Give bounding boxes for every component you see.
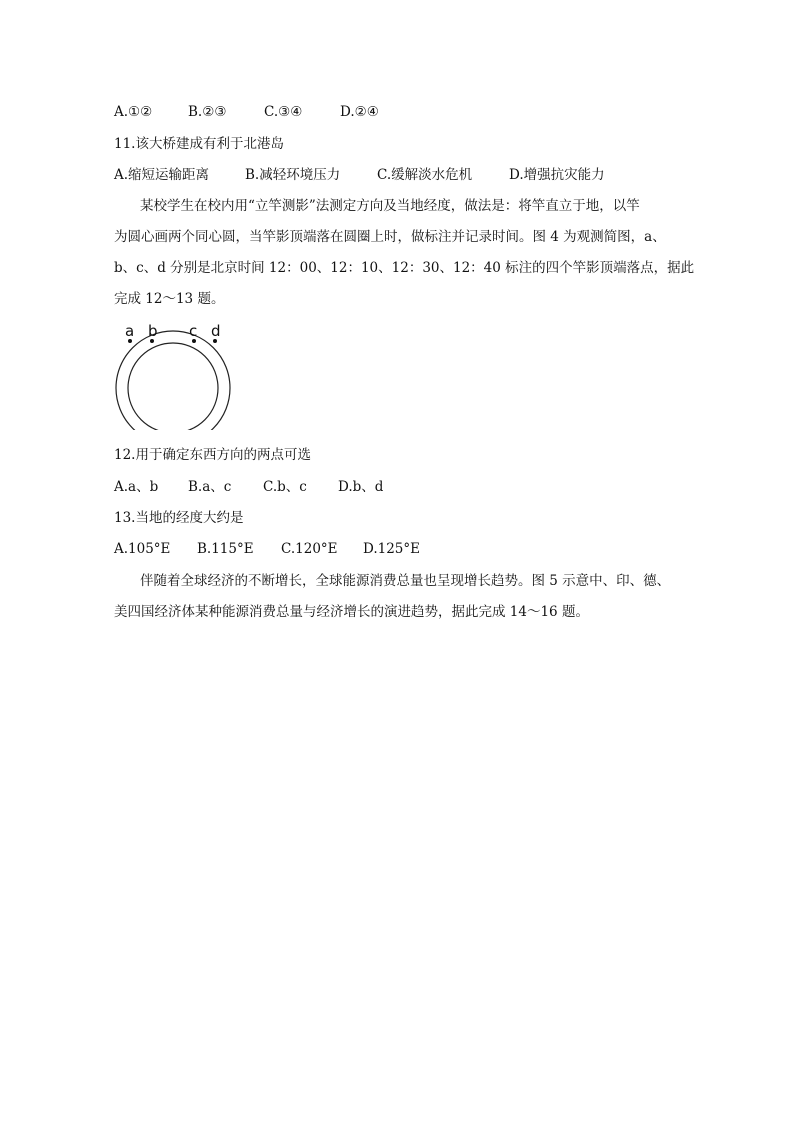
passage-1-line: 为圆心画两个同心圆，当竿影顶端落在圆圈上时，做标注并记录时间。图 4 为观测简图，a、 (114, 229, 666, 245)
q10-option-d: D.②④ (340, 104, 379, 120)
passage-2-line: 美四国经济体某种能源消费总量与经济增长的演进趋势，据此完成 14～16 题。 (114, 604, 589, 620)
q11-option-a: A.缩短运输距离 (114, 167, 210, 183)
q11-options (114, 165, 605, 185)
passage-1 (114, 196, 695, 309)
outer-circle (116, 331, 230, 430)
label-b: b (148, 322, 158, 340)
q12-option-c: C.b、c (263, 479, 307, 495)
q12-option-a: A.a、b (114, 479, 159, 495)
q12-option-d: D.b、d (338, 479, 384, 495)
passage-1-line: 某校学生在校内用“立竿测影”法测定方向及当地经度，做法是：将竿直立于地，以竿 (140, 198, 640, 214)
passage-2-line: 伴随着全球经济的不断增长，全球能源消费总量也呈现增长趋势。图 5 示意中、印、德、 (140, 573, 671, 589)
q13-options (114, 539, 420, 559)
q13-option-d: D.125°E (363, 541, 421, 557)
q13-option-b: B.115°E (197, 541, 254, 557)
q13-stem: 13.当地的经度大约是 (114, 510, 244, 526)
label-a: a (125, 322, 135, 340)
q12-options (114, 477, 383, 497)
q10-option-a: A.①② (114, 104, 153, 120)
q10-option-c: C.③④ (264, 104, 303, 120)
label-c: c (189, 322, 198, 340)
q12-option-b: B.a、c (188, 479, 232, 495)
q11-option-d: D.增强抗灾能力 (509, 167, 605, 183)
q11-stem: 11.该大桥建成有利于北港岛 (114, 136, 284, 152)
label-d: d (211, 322, 221, 340)
q11-option-c: C.缓解淡水危机 (377, 167, 473, 183)
q13-option-c: C.120°E (281, 541, 338, 557)
passage-1-line: 完成 12～13 题。 (114, 291, 225, 307)
passage-2 (114, 571, 686, 622)
inner-circle (128, 343, 218, 430)
passage-1-line: b、c、d 分别是北京时间 12：00、12：10、12：30、12：40 标注的四个竿影顶端落点，据此 (114, 260, 695, 276)
q12-stem: 12.用于确定东西方向的两点可选 (114, 447, 311, 463)
q11-option-b: B.减轻环境压力 (245, 167, 341, 183)
figure-4-concentric-circles (112, 318, 236, 430)
q13-option-a: A.105°E (114, 541, 171, 557)
q10-option-b: B.②③ (188, 104, 227, 120)
q10-options (114, 102, 379, 122)
